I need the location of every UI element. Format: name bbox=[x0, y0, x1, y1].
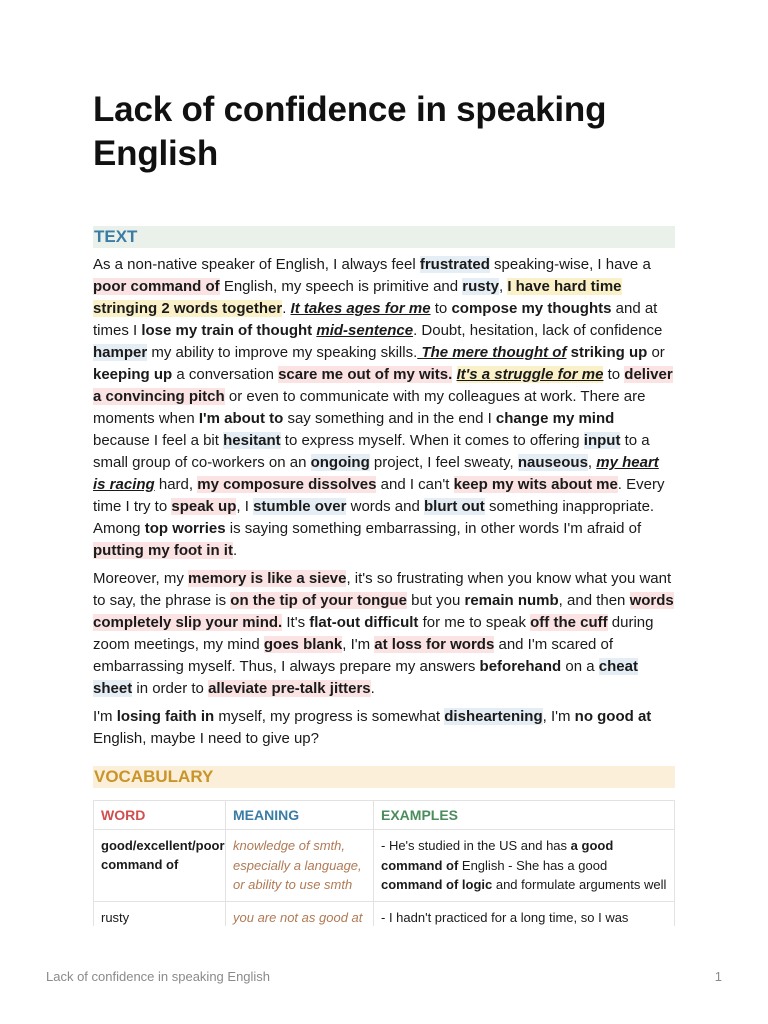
text-run: say something and in the end I bbox=[283, 410, 496, 427]
highlighted-phrase: alleviate pre-talk jitters bbox=[208, 680, 371, 697]
highlighted-phrase: a good command of bbox=[381, 838, 614, 873]
highlighted-phrase: mid-sentence bbox=[316, 322, 414, 339]
footer-doc-title: Lack of confidence in speaking English bbox=[46, 969, 271, 984]
paragraph-2 bbox=[93, 568, 675, 700]
text-run: and formulate arguments well bbox=[492, 877, 667, 892]
text-run: Moreover, my bbox=[93, 570, 189, 587]
text-run: during zoom meetings, my mind bbox=[93, 614, 654, 653]
highlighted-phrase: memory is like a sieve bbox=[188, 570, 347, 587]
page-footer bbox=[46, 969, 722, 984]
text-run: English, my speech is primitive and bbox=[219, 278, 463, 295]
highlighted-phrase: change my mind bbox=[495, 410, 615, 427]
highlighted-phrase: cheat sheet bbox=[93, 658, 638, 697]
highlighted-phrase: I have hard time stringing 2 words together bbox=[93, 278, 622, 317]
highlighted-phrase: off the cuff bbox=[530, 614, 608, 631]
vocab-examples bbox=[374, 901, 675, 926]
highlighted-phrase: The mere thought of bbox=[417, 344, 567, 361]
highlighted-phrase: frustrated bbox=[419, 256, 490, 273]
text-run: to bbox=[603, 366, 625, 383]
highlighted-phrase: hamper bbox=[93, 344, 148, 361]
text-run: , bbox=[498, 278, 508, 295]
text-run: I'm bbox=[93, 708, 117, 725]
text-run: a conversation bbox=[172, 366, 279, 383]
text-run: to express myself. When it comes to offering bbox=[280, 432, 584, 449]
highlighted-phrase: speak up bbox=[171, 498, 237, 515]
vocab-word: good/excellent/poor command of bbox=[94, 830, 226, 902]
highlighted-phrase: beforehand bbox=[479, 658, 562, 675]
highlighted-phrase: remain numb bbox=[464, 592, 559, 609]
text-run: - He's studied in the US and has bbox=[381, 838, 571, 853]
vocab-table-wrapper bbox=[93, 788, 675, 926]
text-run: or bbox=[647, 344, 665, 361]
highlighted-phrase: compose my thoughts bbox=[451, 300, 612, 317]
highlighted-phrase: keep my wits about me bbox=[453, 476, 618, 493]
text-run: . bbox=[282, 300, 291, 317]
highlighted-phrase: deliver a convincing pitch bbox=[93, 366, 673, 405]
header-meaning: MEANING bbox=[226, 801, 374, 830]
paragraph-3 bbox=[93, 706, 675, 750]
highlighted-phrase: putting my foot in it bbox=[93, 542, 233, 559]
text-run: It's bbox=[282, 614, 310, 631]
text-run: English, maybe I need to give up? bbox=[93, 730, 319, 747]
section-heading-vocabulary: VOCABULARY bbox=[93, 766, 675, 788]
vocab-examples bbox=[374, 830, 675, 902]
highlighted-phrase: flat-out difficult bbox=[309, 614, 419, 631]
header-word: WORD bbox=[94, 801, 226, 830]
highlighted-phrase: blurt out bbox=[423, 498, 485, 515]
highlighted-phrase: keeping up bbox=[93, 366, 173, 383]
vocab-header-row bbox=[94, 801, 675, 830]
text-run: and I can't bbox=[376, 476, 454, 493]
text-run: to bbox=[430, 300, 452, 317]
text-run: , I bbox=[236, 498, 254, 515]
vocab-meaning: knowledge of smth, especially a language, or ability to use smth bbox=[226, 830, 374, 902]
text-run: , I'm bbox=[342, 636, 375, 653]
text-run: hard, bbox=[154, 476, 198, 493]
highlighted-phrase: It takes ages for me bbox=[290, 300, 431, 317]
text-run: because I feel a bit bbox=[93, 432, 224, 449]
text-run: and at times I bbox=[93, 300, 658, 339]
highlighted-phrase: my composure dissolves bbox=[197, 476, 377, 493]
text-run: - I hadn't practiced for a long time, so I was bbox=[381, 909, 629, 925]
document-title: Lack of confidence in speaking English bbox=[93, 90, 607, 173]
text-run: on a bbox=[561, 658, 599, 675]
table-row bbox=[94, 830, 675, 902]
section-heading-text: TEXT bbox=[93, 226, 675, 248]
vocab-table bbox=[93, 800, 675, 926]
highlighted-phrase: lose my train of thought bbox=[141, 322, 313, 339]
text-run: . Doubt, hesitation, lack of confidence bbox=[413, 322, 663, 339]
highlighted-phrase: scare me out of my wits. bbox=[278, 366, 453, 383]
vocab-word: rusty bbox=[94, 901, 226, 926]
table-row bbox=[94, 901, 675, 926]
text-run: but you bbox=[406, 592, 465, 609]
highlighted-phrase: striking up bbox=[570, 344, 648, 361]
highlighted-phrase: hesitant bbox=[223, 432, 281, 449]
page-number: 1 bbox=[714, 969, 722, 984]
text-run: speaking-wise, I have a bbox=[489, 256, 651, 273]
text-run: my ability to improve my speaking skills. bbox=[147, 344, 418, 361]
text-run: , and then bbox=[558, 592, 630, 609]
highlighted-phrase: I'm about to bbox=[198, 410, 284, 427]
text-run: something inappropriate. Among bbox=[93, 498, 655, 537]
text-run: . bbox=[370, 680, 375, 697]
highlighted-phrase: disheartening bbox=[444, 708, 543, 725]
highlighted-phrase: stumble over bbox=[253, 498, 347, 515]
header-examples: EXAMPLES bbox=[374, 801, 675, 830]
highlighted-phrase: input bbox=[583, 432, 621, 449]
highlighted-phrase: at loss for words bbox=[374, 636, 495, 653]
text-run: , I'm bbox=[542, 708, 575, 725]
text-run: , it's so frustrating when you know what you want to say, the phrase is bbox=[93, 570, 672, 609]
highlighted-phrase: words completely slip your mind. bbox=[93, 592, 674, 631]
highlighted-phrase: ongoing bbox=[310, 454, 370, 471]
text-run: is saying something embarrassing, in other words I'm afraid of bbox=[225, 520, 642, 537]
highlighted-phrase: goes blank bbox=[263, 636, 343, 653]
highlighted-phrase: poor command of bbox=[93, 278, 220, 295]
text-run: in order to bbox=[132, 680, 209, 697]
text-run bbox=[452, 366, 456, 383]
highlighted-phrase: nauseous bbox=[517, 454, 588, 471]
highlighted-phrase: losing faith in bbox=[116, 708, 215, 725]
text-run: or even to communicate with my colleagues at work. There are moments when bbox=[93, 388, 646, 427]
highlighted-phrase: command of logic bbox=[381, 877, 493, 892]
highlighted-phrase: It's a struggle for me bbox=[456, 366, 604, 383]
highlighted-phrase: on the tip of your tongue bbox=[230, 592, 407, 609]
text-run: words and bbox=[346, 498, 424, 515]
text-run: . Every time I try to bbox=[93, 476, 665, 515]
paragraph-1 bbox=[93, 254, 675, 562]
vocab-meaning: you are not as good at bbox=[226, 901, 374, 926]
highlighted-phrase: no good at bbox=[574, 708, 652, 725]
highlighted-phrase: rusty bbox=[462, 278, 499, 295]
text-run: English - She has a good bbox=[458, 857, 608, 873]
text-run: project, I feel sweaty, bbox=[369, 454, 518, 471]
text-run: myself, my progress is somewhat bbox=[214, 708, 445, 725]
text-run: , bbox=[587, 454, 597, 471]
text-run: . bbox=[232, 542, 238, 559]
highlighted-phrase: my heart is racing bbox=[93, 454, 659, 493]
text-run: to a small group of co-workers on an bbox=[93, 432, 650, 471]
text-run: and I'm scared of embarrassing myself. Thus, I always prepare my answers bbox=[93, 636, 614, 675]
highlighted-phrase: top worries bbox=[144, 520, 226, 537]
document-page bbox=[93, 88, 675, 926]
text-run: As a non-native speaker of English, I always feel bbox=[93, 256, 420, 273]
text-run: for me to speak bbox=[418, 614, 531, 631]
